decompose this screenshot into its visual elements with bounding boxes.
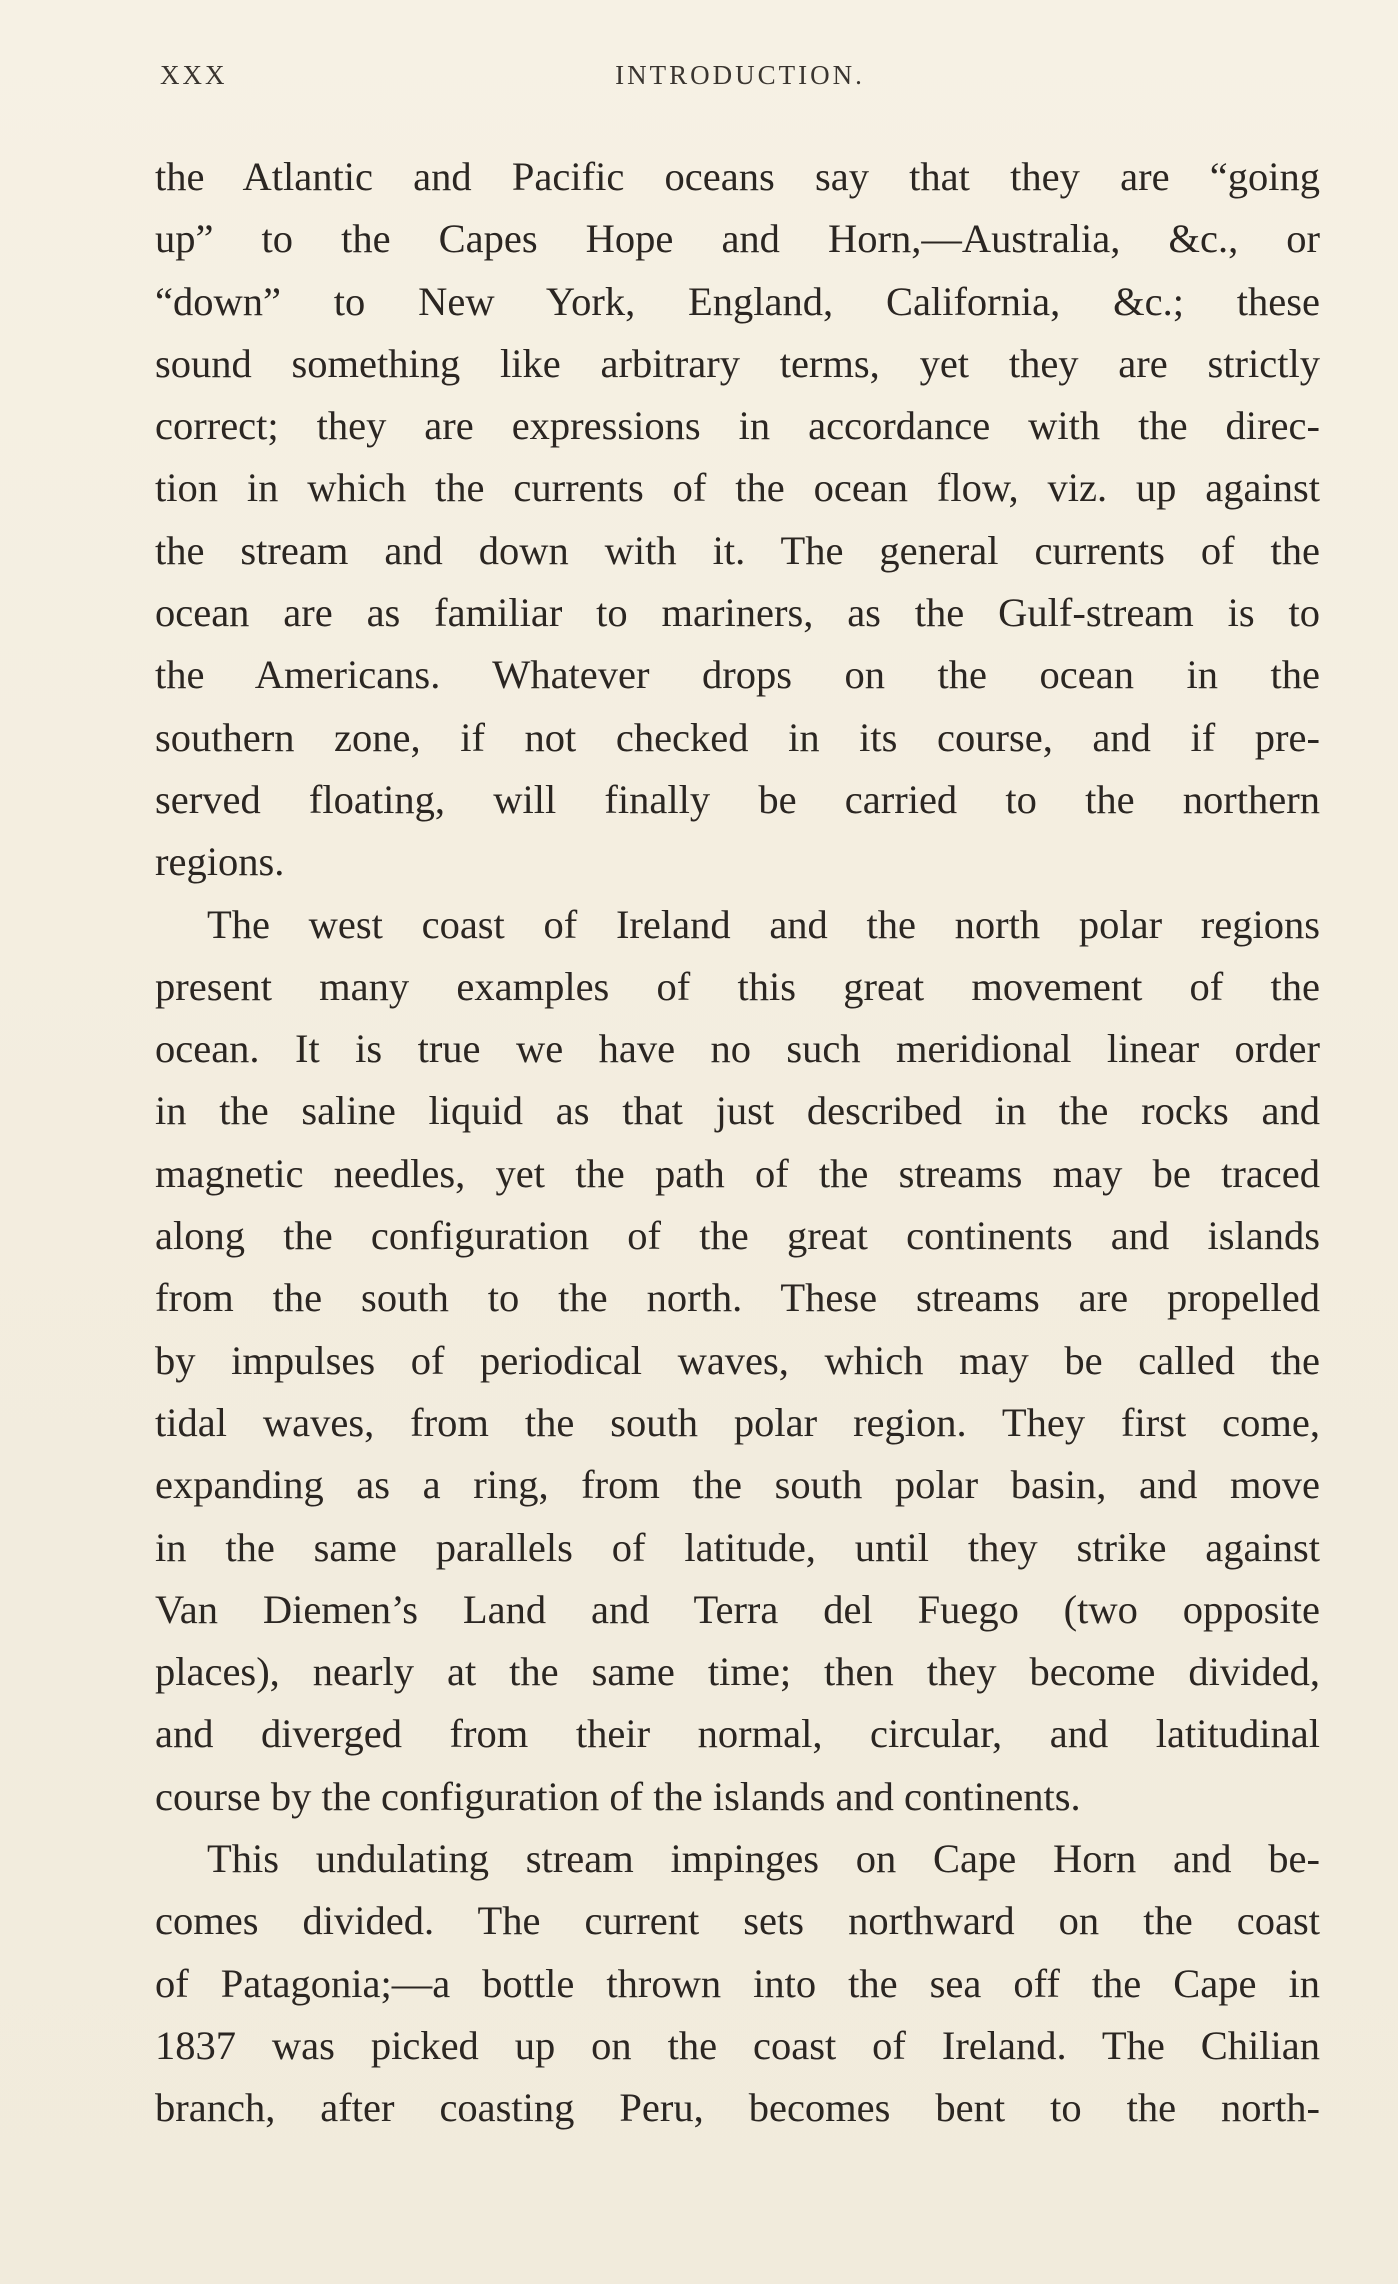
text-line: comes divided. The current sets northward on the coast <box>155 1898 1320 1944</box>
body-text <box>155 146 1320 2140</box>
text-line: of Patagonia;—a bottle thrown into the sea off the Cape in <box>155 1960 1320 2006</box>
text-line: the Americans. Whatever drops on the ocean in the <box>155 652 1320 698</box>
text-line: places), nearly at the same time; then they become divided, <box>155 1649 1320 1695</box>
text-line: by impulses of periodical waves, which may be called the <box>155 1337 1320 1383</box>
text-line: This undulating stream impinges on Cape Horn and be- <box>207 1836 1320 1882</box>
text-line: correct; they are expressions in accordance with the direc- <box>155 403 1320 449</box>
page-number: XXX <box>160 60 228 90</box>
text-line: expanding as a ring, from the south polar basin, and move <box>155 1462 1320 1508</box>
text-line: served floating, will finally be carried to the northern <box>155 776 1320 822</box>
running-title: INTRODUCTION. <box>615 60 865 90</box>
text-line: sound something like arbitrary terms, yet they are strictly <box>155 340 1320 386</box>
text-line: southern zone, if not checked in its course, and if pre- <box>155 714 1320 760</box>
text-line: The west coast of Ireland and the north polar regions <box>207 901 1320 947</box>
text-line: and diverged from their normal, circular, and latitudinal <box>155 1711 1320 1757</box>
paragraph <box>155 146 1320 894</box>
text-line: regions. <box>155 839 285 885</box>
text-line: from the south to the north. These streams are propelled <box>155 1275 1320 1321</box>
text-line: branch, after coasting Peru, becomes bent to the north- <box>155 2085 1320 2131</box>
text-line: present many examples of this great movement of the <box>155 963 1320 1009</box>
text-line: tion in which the currents of the ocean flow, viz. up against <box>155 465 1320 511</box>
text-line: 1837 was picked up on the coast of Ireland. The Chilian <box>155 2022 1320 2068</box>
text-line: course by the configuration of the islands and continents. <box>155 1773 1081 1819</box>
text-line: in the same parallels of latitude, until they strike against <box>155 1524 1320 1570</box>
paragraph <box>155 894 1320 1828</box>
text-line: ocean are as familiar to mariners, as the Gulf-stream is to <box>155 590 1320 636</box>
text-line: the stream and down with it. The general currents of the <box>155 527 1320 573</box>
text-line: in the saline liquid as that just described in the rocks and <box>155 1088 1320 1134</box>
text-line: ocean. It is true we have no such meridional linear order <box>155 1026 1320 1072</box>
text-line: up” to the Capes Hope and Horn,—Australia, &c., or <box>155 216 1320 262</box>
paragraph <box>155 1828 1320 2139</box>
text-line: tidal waves, from the south polar region. They first come, <box>155 1399 1320 1445</box>
text-line: the Atlantic and Pacific oceans say that they are “going <box>155 154 1320 199</box>
text-line: magnetic needles, yet the path of the streams may be traced <box>155 1150 1320 1196</box>
text-line: Van Diemen’s Land and Terra del Fuego (two opposite <box>155 1586 1320 1632</box>
running-head <box>160 60 1320 100</box>
text-line: along the configuration of the great continents and islands <box>155 1213 1320 1259</box>
text-line: “down” to New York, England, California, &c.; these <box>155 278 1320 324</box>
